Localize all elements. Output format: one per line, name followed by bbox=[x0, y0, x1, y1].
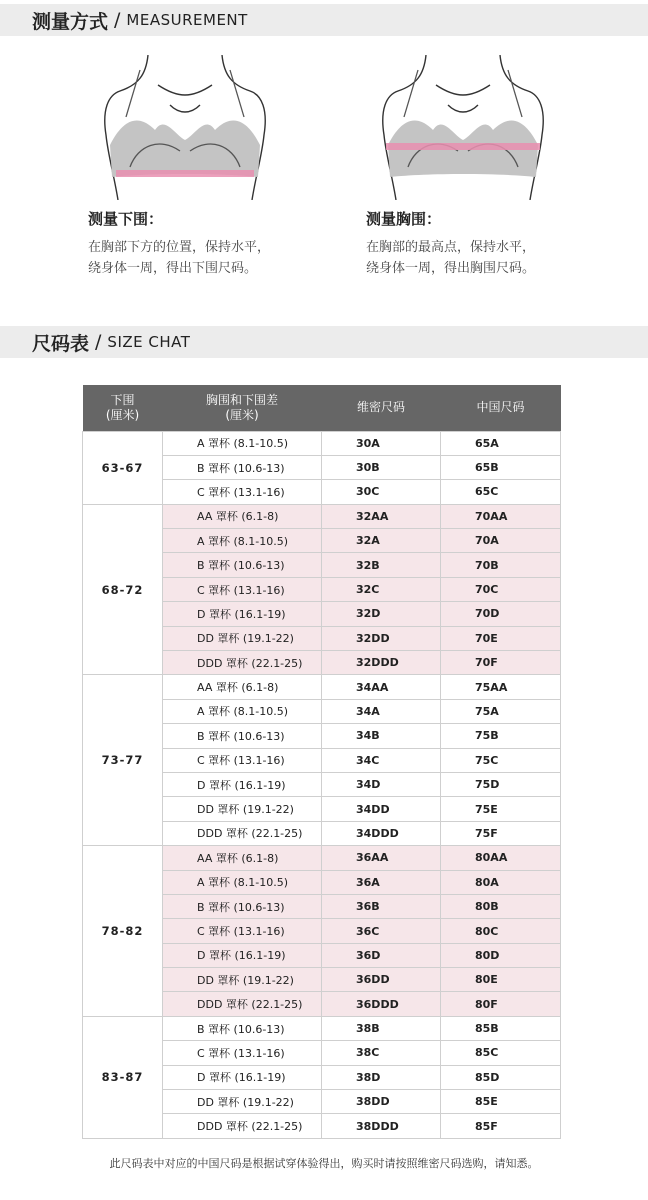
vs-size-cell: 34DD bbox=[322, 797, 441, 821]
bust-title: 测量胸围： bbox=[366, 210, 442, 228]
underbust-illustration bbox=[100, 55, 270, 200]
cup-range-cell: AA 罩杯 (6.1-8) bbox=[163, 846, 322, 870]
vs-size-cell: 34AA bbox=[322, 675, 441, 699]
vs-size-cell: 30B bbox=[322, 455, 441, 479]
table-row bbox=[83, 504, 561, 528]
size-chart-header-slash: / bbox=[95, 331, 102, 353]
vs-size-cell: 36A bbox=[322, 870, 441, 894]
cn-size-cell: 75A bbox=[441, 699, 561, 723]
table-row bbox=[83, 846, 561, 870]
bust-caption bbox=[366, 208, 616, 279]
band-range-cell: 78-82 bbox=[83, 846, 163, 1017]
cn-size-cell: 70B bbox=[441, 553, 561, 577]
col-header-us: 维密尺码 bbox=[322, 385, 441, 431]
vs-size-cell: 36D bbox=[322, 943, 441, 967]
col-header-band-line2: (厘米) bbox=[105, 407, 140, 422]
cup-range-cell: B 罩杯 (10.6-13) bbox=[163, 553, 322, 577]
cup-range-cell: C 罩杯 (13.1-16) bbox=[163, 919, 322, 943]
cn-size-cell: 65B bbox=[441, 455, 561, 479]
table-row bbox=[83, 431, 561, 455]
cup-range-cell: B 罩杯 (10.6-13) bbox=[163, 1016, 322, 1040]
vs-size-cell: 34D bbox=[322, 772, 441, 796]
bust-desc-line1: 在胸部的最高点，保持水平， bbox=[366, 240, 536, 255]
cn-size-cell: 80AA bbox=[441, 846, 561, 870]
cup-range-cell: DD 罩杯 (19.1-22) bbox=[163, 797, 322, 821]
size-chart-header-cn: 尺码表 bbox=[32, 332, 90, 355]
vs-size-cell: 34C bbox=[322, 748, 441, 772]
col-header-cn: 中国尺码 bbox=[441, 385, 561, 431]
cn-size-cell: 80B bbox=[441, 894, 561, 918]
vs-size-cell: 36C bbox=[322, 919, 441, 943]
cn-size-cell: 80E bbox=[441, 968, 561, 992]
cup-range-cell: A 罩杯 (8.1-10.5) bbox=[163, 529, 322, 553]
vs-size-cell: 38D bbox=[322, 1065, 441, 1089]
cn-size-cell: 85C bbox=[441, 1041, 561, 1065]
cup-range-cell: D 罩杯 (16.1-19) bbox=[163, 772, 322, 796]
band-range-cell: 68-72 bbox=[83, 504, 163, 675]
cup-range-cell: AA 罩杯 (6.1-8) bbox=[163, 675, 322, 699]
bust-figure-svg bbox=[378, 55, 548, 200]
cn-size-cell: 85F bbox=[441, 1114, 561, 1138]
col-header-band-line1: 下围 bbox=[110, 392, 135, 407]
cn-size-cell: 75D bbox=[441, 772, 561, 796]
vs-size-cell: 32DD bbox=[322, 626, 441, 650]
cn-size-cell: 75B bbox=[441, 724, 561, 748]
cup-range-cell: DD 罩杯 (19.1-22) bbox=[163, 1090, 322, 1114]
vs-size-cell: 34A bbox=[322, 699, 441, 723]
measurement-section-header bbox=[0, 4, 648, 36]
cn-size-cell: 85B bbox=[441, 1016, 561, 1040]
cup-range-cell: A 罩杯 (8.1-10.5) bbox=[163, 870, 322, 894]
col-header-diff-line1: 胸围和下围差 bbox=[205, 392, 278, 407]
col-header-diff bbox=[163, 385, 322, 431]
size-chart-header-en: SIZE CHAT bbox=[107, 333, 191, 351]
cup-range-cell: D 罩杯 (16.1-19) bbox=[163, 1065, 322, 1089]
cup-range-cell: D 罩杯 (16.1-19) bbox=[163, 602, 322, 626]
vs-size-cell: 32B bbox=[322, 553, 441, 577]
cn-size-cell: 80F bbox=[441, 992, 561, 1016]
cn-size-cell: 75C bbox=[441, 748, 561, 772]
vs-size-cell: 36AA bbox=[322, 846, 441, 870]
cn-size-cell: 80C bbox=[441, 919, 561, 943]
underbust-desc-line2: 绕身体一周，得出下围尺码。 bbox=[88, 261, 258, 276]
underbust-figure-svg bbox=[100, 55, 270, 200]
underbust-desc-line1: 在胸部下方的位置，保持水平， bbox=[88, 240, 271, 255]
size-table bbox=[82, 385, 561, 1139]
cup-range-cell: DDD 罩杯 (22.1-25) bbox=[163, 992, 322, 1016]
cup-range-cell: A 罩杯 (8.1-10.5) bbox=[163, 699, 322, 723]
band-range-cell: 63-67 bbox=[83, 431, 163, 504]
cn-size-cell: 70E bbox=[441, 626, 561, 650]
vs-size-cell: 36DD bbox=[322, 968, 441, 992]
band-range-cell: 73-77 bbox=[83, 675, 163, 846]
cn-size-cell: 70F bbox=[441, 651, 561, 675]
cn-size-cell: 80D bbox=[441, 943, 561, 967]
measurement-header-cn: 测量方式 bbox=[32, 10, 109, 33]
cn-size-cell: 85D bbox=[441, 1065, 561, 1089]
cn-size-cell: 65A bbox=[441, 431, 561, 455]
size-table-body bbox=[83, 431, 561, 1138]
cup-range-cell: DD 罩杯 (19.1-22) bbox=[163, 626, 322, 650]
table-row bbox=[83, 1016, 561, 1040]
vs-size-cell: 36B bbox=[322, 894, 441, 918]
underbust-title: 测量下围： bbox=[88, 210, 164, 228]
cn-size-cell: 65C bbox=[441, 480, 561, 504]
vs-size-cell: 34B bbox=[322, 724, 441, 748]
cn-size-cell: 85E bbox=[441, 1090, 561, 1114]
measurement-header-en: MEASUREMENT bbox=[126, 11, 248, 29]
cn-size-cell: 75AA bbox=[441, 675, 561, 699]
cup-range-cell: A 罩杯 (8.1-10.5) bbox=[163, 431, 322, 455]
cup-range-cell: DDD 罩杯 (22.1-25) bbox=[163, 1114, 322, 1138]
band-range-cell: 83-87 bbox=[83, 1016, 163, 1138]
vs-size-cell: 38C bbox=[322, 1041, 441, 1065]
cn-size-cell: 70D bbox=[441, 602, 561, 626]
size-table-header-row bbox=[83, 385, 561, 431]
vs-size-cell: 34DDD bbox=[322, 821, 441, 845]
cup-range-cell: DD 罩杯 (19.1-22) bbox=[163, 968, 322, 992]
cup-range-cell: C 罩杯 (13.1-16) bbox=[163, 577, 322, 601]
cup-range-cell: B 罩杯 (10.6-13) bbox=[163, 894, 322, 918]
vs-size-cell: 30A bbox=[322, 431, 441, 455]
cn-size-cell: 75F bbox=[441, 821, 561, 845]
vs-size-cell: 38B bbox=[322, 1016, 441, 1040]
size-chart-section-header bbox=[0, 326, 648, 358]
cup-range-cell: B 罩杯 (10.6-13) bbox=[163, 724, 322, 748]
cn-size-cell: 70C bbox=[441, 577, 561, 601]
vs-size-cell: 38DD bbox=[322, 1090, 441, 1114]
bust-illustration bbox=[378, 55, 548, 200]
cup-range-cell: DDD 罩杯 (22.1-25) bbox=[163, 651, 322, 675]
vs-size-cell: 32A bbox=[322, 529, 441, 553]
vs-size-cell: 38DDD bbox=[322, 1114, 441, 1138]
cup-range-cell: DDD 罩杯 (22.1-25) bbox=[163, 821, 322, 845]
cn-size-cell: 70A bbox=[441, 529, 561, 553]
vs-size-cell: 30C bbox=[322, 480, 441, 504]
cn-size-cell: 70AA bbox=[441, 504, 561, 528]
vs-size-cell: 36DDD bbox=[322, 992, 441, 1016]
col-header-band bbox=[83, 385, 163, 431]
size-chart-footnote: 此尺码表中对应的中国尺码是根据试穿体验得出，购买时请按照维密尺码选购，请知悉。 bbox=[109, 1157, 539, 1170]
cup-range-cell: AA 罩杯 (6.1-8) bbox=[163, 504, 322, 528]
cup-range-cell: C 罩杯 (13.1-16) bbox=[163, 748, 322, 772]
table-row bbox=[83, 675, 561, 699]
cup-range-cell: C 罩杯 (13.1-16) bbox=[163, 480, 322, 504]
vs-size-cell: 32DDD bbox=[322, 651, 441, 675]
underbust-caption bbox=[88, 208, 338, 279]
cn-size-cell: 80A bbox=[441, 870, 561, 894]
vs-size-cell: 32D bbox=[322, 602, 441, 626]
cup-range-cell: C 罩杯 (13.1-16) bbox=[163, 1041, 322, 1065]
vs-size-cell: 32C bbox=[322, 577, 441, 601]
cn-size-cell: 75E bbox=[441, 797, 561, 821]
col-header-diff-line2: (厘米) bbox=[225, 407, 259, 422]
vs-size-cell: 32AA bbox=[322, 504, 441, 528]
bust-desc-line2: 绕身体一周，得出胸围尺码。 bbox=[366, 261, 536, 276]
measurement-header-slash: / bbox=[114, 9, 121, 31]
cup-range-cell: B 罩杯 (10.6-13) bbox=[163, 455, 322, 479]
cup-range-cell: D 罩杯 (16.1-19) bbox=[163, 943, 322, 967]
